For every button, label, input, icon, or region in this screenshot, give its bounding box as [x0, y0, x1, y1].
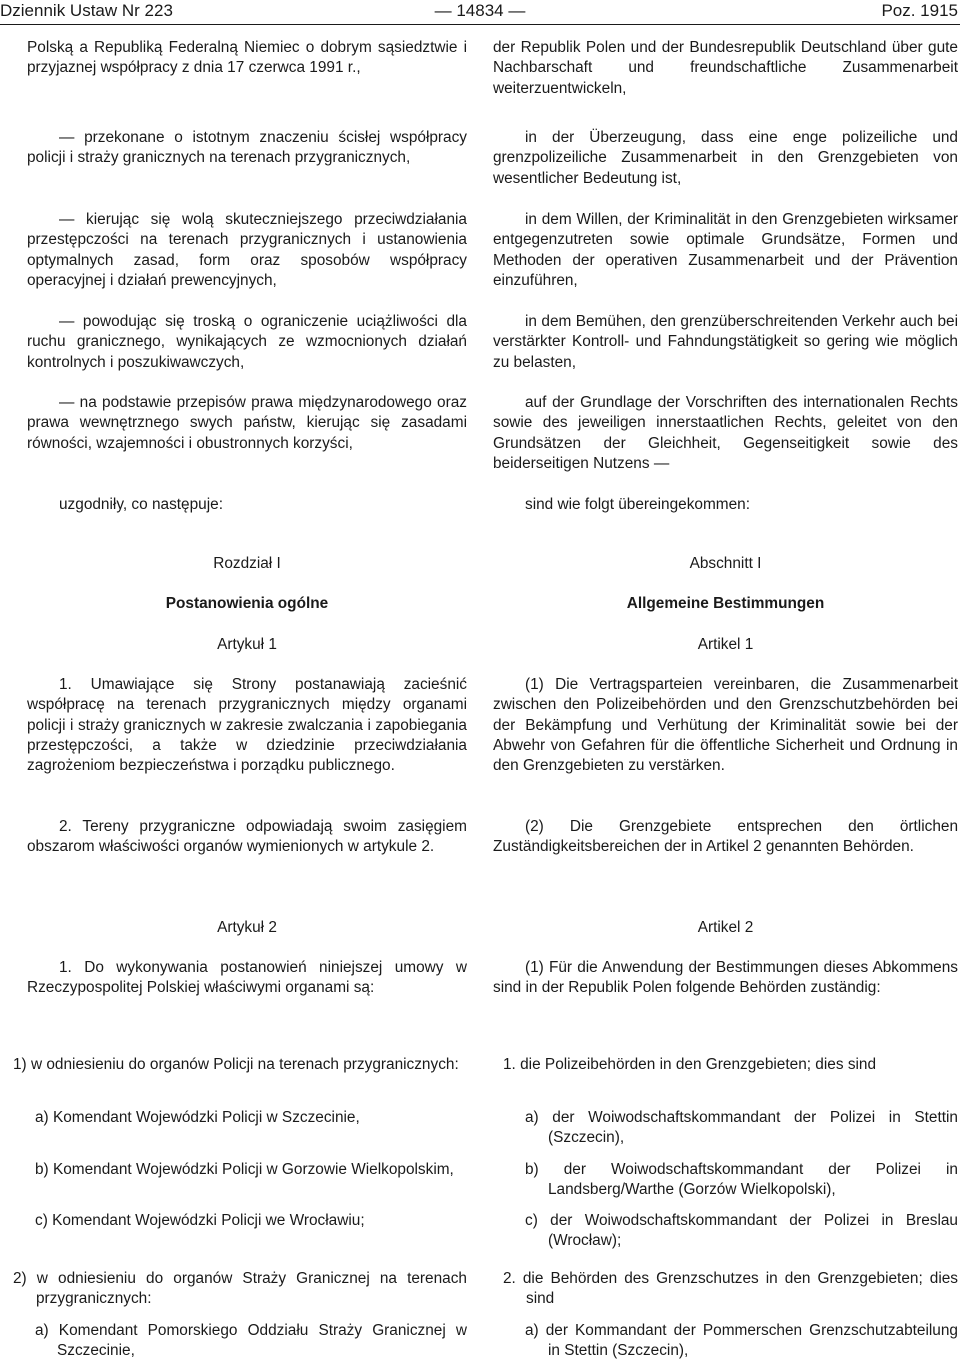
preamble-clause: in dem Bemühen, den grenzüberschreitenden Verkehr auch bei verstärkter Kontroll- und Fahndungstätigkeit so gering wie möglich zu belasten, [493, 313, 958, 371]
article-paragraph: (1) Die Vertragsparteien vereinbaren, die Zusammenarbeit zwischen den Polizeibehörden und den Grenzschutzbehörden bei der Bekämpfung und Verhütung der Kriminalität sowie bei der Abwehr von Gefahren für die öffentliche Sicherheit und Ordnung in den Grenzgebieten zu verstärken. [493, 676, 958, 775]
preamble-clause: auf der Grundlage der Vorschriften des internationalen Rechts sowie des jeweiligen innerstaatlichen Rechts, geleitet von den Grundsätzen der Gleichheit, Gegenseitigkeit sowie des beiderseitigen Nutzens — [493, 394, 958, 472]
preamble-clause: — przekonane o istotnym znaczeniu ścisłej współpracy policji i straży granicznych na terenach przygranicznych, [27, 129, 467, 167]
article-paragraph: (2) Die Grenzgebiete entsprechen den örtlichen Zuständigkeitsbereichen der in Artikel 2 genannten Behörden. [493, 818, 958, 856]
list-subitem: b) der Woiwodschaftskommandant der Polizei in Landsberg/Warthe (Gorzów Wielkopolski), [525, 1161, 958, 1199]
chapter-heading: Rozdział I [213, 555, 281, 572]
list-subitem: a) Komendant Pomorskiego Oddziału Straży Granicznej w Szczecinie, [35, 1322, 467, 1360]
article-paragraph: (1) Für die Anwendung der Bestimmungen dieses Abkommens sind in der Republik Polen folgende Behörden zuständig: [493, 959, 958, 997]
preamble-clause: — powodując się troską o ograniczenie uciążliwości dla ruchu granicznego, wynikających ze wzmocnionych działań kontrolnych i poszukiwawczych, [27, 313, 467, 371]
preamble-clause: in der Überzeugung, dass eine enge polizeiliche und grenzpolizeiliche Zusammenarbeit in den Grenzgebieten von wesentlicher Bedeutung ist, [493, 129, 958, 187]
list-subitem: a) der Kommandant der Pommerschen Grenzschutzabteilung in Stettin (Szczecin), [525, 1322, 958, 1360]
article-heading: Artykuł 1 [217, 636, 277, 653]
list-subitem: c) Komendant Wojewódzki Policji we Wrocławiu; [35, 1212, 365, 1229]
preamble-clause: in dem Willen, der Kriminalität in den Grenzgebieten wirksamer entgegenzutreten sowie optimale Grundsätze, Formen und Methoden der operativen Zusammenarbeit und der Prävention einzuführen, [493, 211, 958, 289]
article-paragraph: 1. Do wykonywania postanowień niniejszej umowy w Rzeczypospolitej Polskiej właściwymi organami są: [27, 959, 467, 997]
page-number: — 14834 — [434, 1, 526, 20]
preamble-clause: — na podstawie przepisów prawa międzynarodowego oraz prawa wewnętrznego swych państw, kierując się zasadami równości, wzajemności i obustronnych korzyści, [27, 394, 467, 452]
preamble-clause: — kierując się wolą skuteczniejszego przeciwdziałania przestępczości na terenach przygranicznych i ustanowienia optymalnych zasad, form oraz sposobów współpracy operacyjnej i działań prewencyjnych, [27, 211, 467, 289]
journal-title: Dziennik Ustaw Nr 223 [0, 1, 173, 20]
chapter-title: Postanowienia ogólne [165, 595, 329, 612]
preamble-continuation: Polską a Republiką Federalną Niemiec o dobrym sąsiedztwie i przyjaznej współpracy z dnia 17 czerwca 1991 r., [27, 39, 467, 77]
list-item: 2. die Behörden des Grenzschutzes in den Grenzgebieten; dies sind [503, 1270, 958, 1308]
list-subitem: a) der Woiwodschaftskommandant der Polizei in Stettin (Szczecin), [525, 1109, 958, 1147]
list-item: 2) w odniesieniu do organów Straży Granicznej na terenach przygranicznych: [13, 1270, 467, 1308]
page-header [0, 0, 960, 24]
list-item: 1) w odniesieniu do organów Policji na terenach przygranicznych: [13, 1056, 459, 1073]
list-subitem: b) Komendant Wojewódzki Policji w Gorzowie Wielkopolskim, [35, 1161, 454, 1178]
article-heading: Artikel 1 [697, 636, 754, 653]
list-subitem: a) Komendant Wojewódzki Policji w Szczecinie, [35, 1109, 360, 1126]
list-subitem: c) der Woiwodschaftskommandant der Polizei in Breslau (Wrocław); [525, 1212, 958, 1250]
article-heading: Artykuł 2 [217, 919, 277, 936]
list-item: 1. die Polizeibehörden in den Grenzgebieten; dies sind [503, 1056, 877, 1073]
header-rule [0, 24, 960, 25]
agreement-statement: sind wie folgt übereingekommen: [525, 496, 750, 513]
article-paragraph: 1. Umawiające się Strony postanawiają zacieśnić współpracę na terenach przygranicznych między organami policji i straży granicznych w zakresie zwalczania i zapobiegania przestępczości, a także w dziedzinie przeciwdziałania zagrożeniom bezpieczeństwa i porządku publicznego. [27, 676, 467, 775]
agreement-statement: uzgodniły, co następuje: [59, 496, 223, 513]
chapter-title: Allgemeine Bestimmungen [626, 595, 825, 612]
chapter-heading: Abschnitt I [689, 555, 762, 572]
article-paragraph: 2. Tereny przygraniczne odpowiadają swoim zasięgiem obszarom właściwości organów wymienionych w artykule 2. [27, 818, 467, 856]
preamble-continuation: der Republik Polen und der Bundesrepublik Deutschland über gute Nachbarschaft und freundschaftliche Zusammenarbeit weiterzuentwickeln, [493, 39, 958, 97]
position-number: Poz. 1915 [881, 1, 958, 20]
article-heading: Artikel 2 [697, 919, 754, 936]
